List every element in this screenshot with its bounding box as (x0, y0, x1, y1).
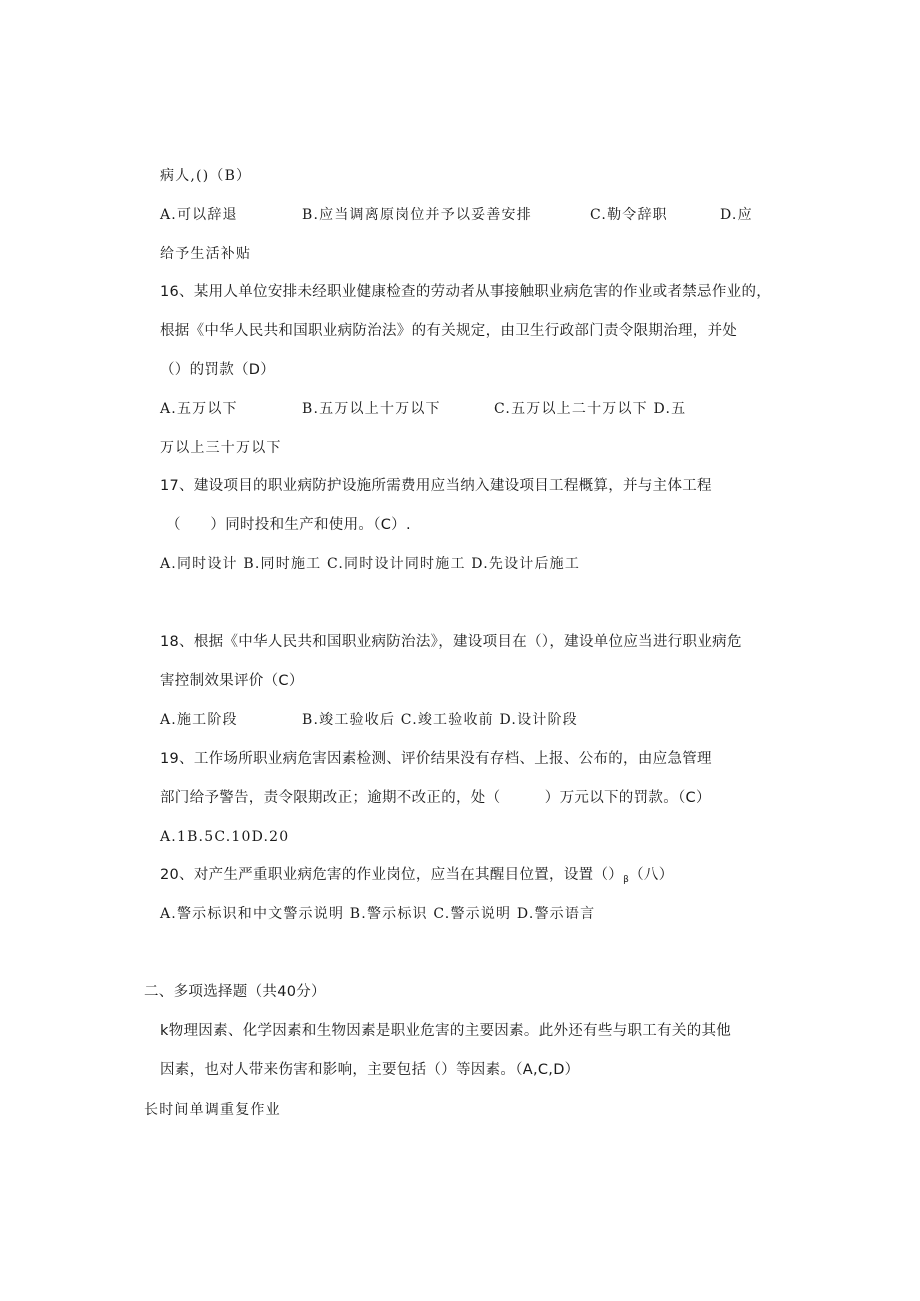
q15-option-c: C.勒令辞职 (590, 207, 668, 223)
q16-option-b: B.五万以上十万以下 (302, 401, 441, 417)
q20-options: A.警示标识和中文警示说明 B.警示标识 C.警示说明 D.警示语言 (160, 906, 596, 922)
q19-stem-line-2: 部门给予警告，责令限期改正；逾期不改正的，处（ ）万元以下的罚款。（C） (160, 790, 711, 806)
q18-option-a: A.施工阶段 (160, 712, 238, 728)
q18-stem-line-2: 害控制效果评价（C） (160, 673, 304, 689)
q16-option-c-d: C.五万以上二十万以下 D.五 (494, 401, 687, 417)
q19-options: A.1B.5C.10D.20 (160, 829, 290, 845)
q16-option-a: A.五万以下 (160, 401, 238, 417)
section-2-heading: 二、多项选择题（共40分） (144, 984, 326, 1000)
q16-stem-line-3: （）的罚款（D） (160, 362, 276, 378)
q20-answer: （八） (629, 867, 674, 883)
mq1-option-text: 长时间单调重复作业 (144, 1102, 281, 1118)
q20-stem-text: 20、对产生严重职业病危害的作业岗位，应当在其醒目位置，设置（） (160, 867, 624, 883)
q15-option-b: B.应当调离原岗位并予以妥善安排 (302, 207, 532, 223)
mq1-stem-line-2: 因素，也对人带来伤害和影响，主要包括（）等因素。（A,C,D） (160, 1062, 580, 1078)
q17-stem-line-1: 17、建设项目的职业病防护设施所需费用应当纳入建设项目工程概算，并与主体工程 (160, 478, 712, 494)
q20-stem (160, 865, 674, 890)
q15-option-d-cont: 给予生活补贴 (160, 246, 252, 262)
q19-stem-line-1: 19、工作场所职业病危害因素检测、评价结果没有存档、上报、公布的，由应急管理 (160, 751, 712, 767)
q15-option-a: A.可以辞退 (160, 207, 238, 223)
q16-stem-line-1: 16、某用人单位安排未经职业健康检查的劳动者从事接触职业病危害的作业或者禁忌作业的， (160, 284, 772, 300)
mq1-stem-line-1: k物理因素、化学因素和生物因素是职业危害的主要因素。此外还有些与职工有关的其他 (160, 1023, 732, 1039)
q18-option-b-c-d: B.竣工验收后 C.竣工验收前 D.设计阶段 (302, 712, 578, 728)
q16-stem-line-2: 根据《中华人民共和国职业病防治法》的有关规定，由卫生行政部门责令限期治理，并处 (160, 323, 738, 339)
q15-option-d: D.应 (720, 207, 753, 223)
q15-stem-tail: 病人,()（B） (160, 168, 252, 184)
q20-stem-sub: β (623, 875, 630, 885)
q16-option-d-cont: 万以上三十万以下 (160, 440, 282, 456)
q17-options: A.同时设计 B.同时施工 C.同时设计同时施工 D.先设计后施工 (160, 556, 581, 572)
q17-stem-line-2: （ ）同时投和生产和使用。（C）. (166, 517, 411, 533)
q18-stem-line-1: 18、根据《中华人民共和国职业病防治法》，建设项目在（），建设单位应当进行职业病危 (160, 634, 742, 650)
